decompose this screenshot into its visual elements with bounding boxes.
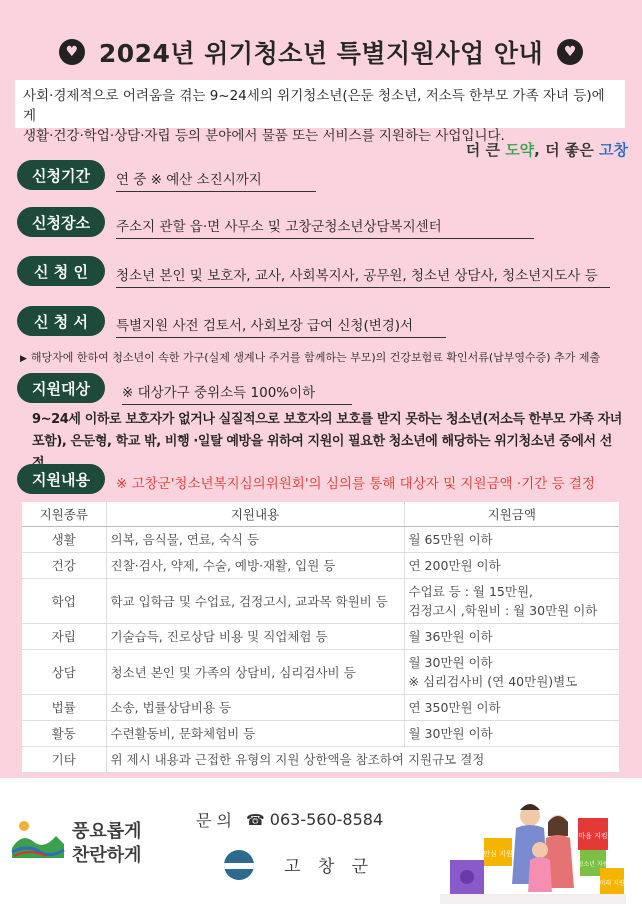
table-header-row <box>22 502 619 527</box>
target-label: 지원대상 <box>17 373 105 403</box>
table-row <box>22 695 619 721</box>
footer-slogan-line-2: 찬란하게 <box>72 845 142 866</box>
support-amount <box>404 527 619 553</box>
support-content: 학교 입학금 및 수업료, 검정고시, 교과목 학원비 등 <box>106 579 404 624</box>
table-header: 지원내용 <box>106 502 404 527</box>
emblem-band <box>224 863 254 869</box>
support-amount <box>404 721 619 747</box>
table-row <box>22 527 619 553</box>
support-type: 기타 <box>22 747 106 773</box>
intro-line-2: 생활·건강·학업·상담·자립 등의 분야에서 물품 또는 서비스를 지원하는 사업입니다. <box>23 128 505 144</box>
emblem-arc <box>232 856 246 862</box>
page-title: 2024년 위기청소년 특별지원사업 안내 <box>98 39 544 68</box>
amount-line: 월 30만원 이하 <box>408 726 493 741</box>
support-content: 수련활동비, 문화체험비 등 <box>106 721 404 747</box>
support-content: 진찰·검사, 약제, 수술, 예방·재활, 입원 등 <box>106 553 404 579</box>
block-label: 안심 지원 <box>483 850 513 858</box>
applicant-value: 청소년 본인 및 보호자, 교사, 사회복지사, 공무원, 청소년 상담사, 청소년지도사 등 <box>116 264 610 288</box>
support-content: 위 제시 내용과 근접한 유형의 지원 상한액을 참조하여 지원규모 결정 <box>106 747 619 773</box>
support-amount <box>404 624 619 650</box>
table-row <box>22 747 619 773</box>
document-value: 특별지원 사전 검토서, 사회보장 급여 신청(변경)서 <box>116 314 446 338</box>
amount-line: ※ 심리검사비 (연 40만원)별도 <box>408 674 578 689</box>
heart-icon: ♥ <box>557 39 583 65</box>
intro-line-1: 사회·경제적으로 어려움을 겪는 9~24세의 위기청소년(은둔 청소년, 저소득 한부모 가족 자녀 등)에게 <box>23 88 605 124</box>
support-amount <box>404 553 619 579</box>
block-label: 마음 지킴 <box>578 832 608 840</box>
table-row <box>22 553 619 579</box>
footer-slogan <box>72 820 142 868</box>
period-label: 신청기간 <box>17 160 105 190</box>
content-label: 지원내용 <box>17 464 105 494</box>
slogan <box>466 139 628 160</box>
table-header: 지원종류 <box>22 502 106 527</box>
footer <box>0 778 642 908</box>
phone-group <box>246 810 383 829</box>
support-content: 기술습득, 진로상담 비용 및 직업체험 등 <box>106 624 404 650</box>
block-label: 미래 지원 <box>599 880 625 887</box>
amount-line: 월 30만원 이하 <box>408 655 493 670</box>
intro-box <box>15 80 625 144</box>
support-type: 생활 <box>22 527 106 553</box>
note-text: 해당자에 한하여 청소년이 속한 가구(실제 생계나 주거를 함께하는 부모)의 건강보험료 확인서류(납부영수증) 추가 제출 <box>30 351 601 364</box>
table-header: 지원금액 <box>404 502 619 527</box>
target-description <box>32 409 622 475</box>
support-amount <box>404 650 619 695</box>
family-with-blocks-illustration <box>440 788 626 904</box>
support-type: 학업 <box>22 579 106 624</box>
slogan-part-3: , 더 좋은 <box>534 141 600 159</box>
support-amount <box>404 695 619 721</box>
block-label: 청소년 지원 <box>577 861 609 868</box>
amount-line: 월 65만원 이하 <box>408 532 493 547</box>
phone-icon: ☎ <box>246 811 265 829</box>
content-value: ※ 고창군'청소년복지심의위원회'의 심의를 통해 대상자 및 지원금액 ·기간 등 결정 <box>116 476 595 492</box>
support-type: 건강 <box>22 553 106 579</box>
table-row <box>22 650 619 695</box>
support-type: 활동 <box>22 721 106 747</box>
amount-line: 연 350만원 이하 <box>408 700 501 715</box>
target-desc-line-1: 9~24세 이하로 보호자가 없거나 실질적으로 보호자의 보호를 받지 못하는 청소년(저소득 한부모 가족 자녀 <box>32 412 622 427</box>
gov-name: 고 창 군 <box>284 857 375 877</box>
amount-line: 수업료 등 : 월 15만원, <box>408 584 534 599</box>
table-row <box>22 624 619 650</box>
table-row <box>22 721 619 747</box>
support-content: 의복, 음식물, 연료, 숙식 등 <box>106 527 404 553</box>
slogan-part-1: 더 큰 <box>465 141 506 159</box>
support-type: 자립 <box>22 624 106 650</box>
document-label: 신 청 서 <box>17 306 105 336</box>
support-content: 청소년 본인 및 가족의 상담비, 심리검사비 등 <box>106 650 404 695</box>
support-amount <box>404 579 619 624</box>
support-table <box>22 502 619 773</box>
applicant-label: 신 청 인 <box>17 256 105 286</box>
slogan-part-4: 고창 <box>599 141 628 159</box>
gochang-logo-icon <box>10 818 66 862</box>
support-content: 소송, 법률상담비용 등 <box>106 695 404 721</box>
gochang-emblem-icon <box>224 850 254 880</box>
target-value: ※ 대상가구 중위소득 100%이하 <box>122 381 352 405</box>
amount-line: 검정고시 ,학원비 : 월 30만원 이하 <box>408 603 598 618</box>
place-value: 주소지 관할 읍·면 사무소 및 고창군청소년상담복지센터 <box>116 215 534 239</box>
amount-line: 연 200만원 이하 <box>408 558 501 573</box>
target-desc-line-2: 포함), 은둔형, 학교 밖, 비행 ·일탈 예방을 위하여 지원이 필요한 청소년에 해당하는 위기청소년 중에서 선 <box>32 434 612 449</box>
footer-slogan-line-1: 풍요롭게 <box>72 821 142 842</box>
title-row <box>0 30 642 74</box>
contact-label: 문 의 <box>196 811 232 830</box>
support-type: 법률 <box>22 695 106 721</box>
amount-line: 월 36만원 이하 <box>408 629 493 644</box>
heart-icon: ♥ <box>59 39 85 65</box>
slogan-part-2: 도약 <box>505 141 535 159</box>
note <box>20 349 600 365</box>
support-type: 상담 <box>22 650 106 695</box>
phone-number[interactable]: 063-560-8584 <box>269 810 384 829</box>
place-label: 신청장소 <box>17 207 105 237</box>
table-row <box>22 579 619 624</box>
contact <box>196 808 383 831</box>
period-value: 연 중 ※ 예산 소진시까지 <box>116 168 316 192</box>
triangle-bullet-icon: ▶ <box>20 354 27 364</box>
